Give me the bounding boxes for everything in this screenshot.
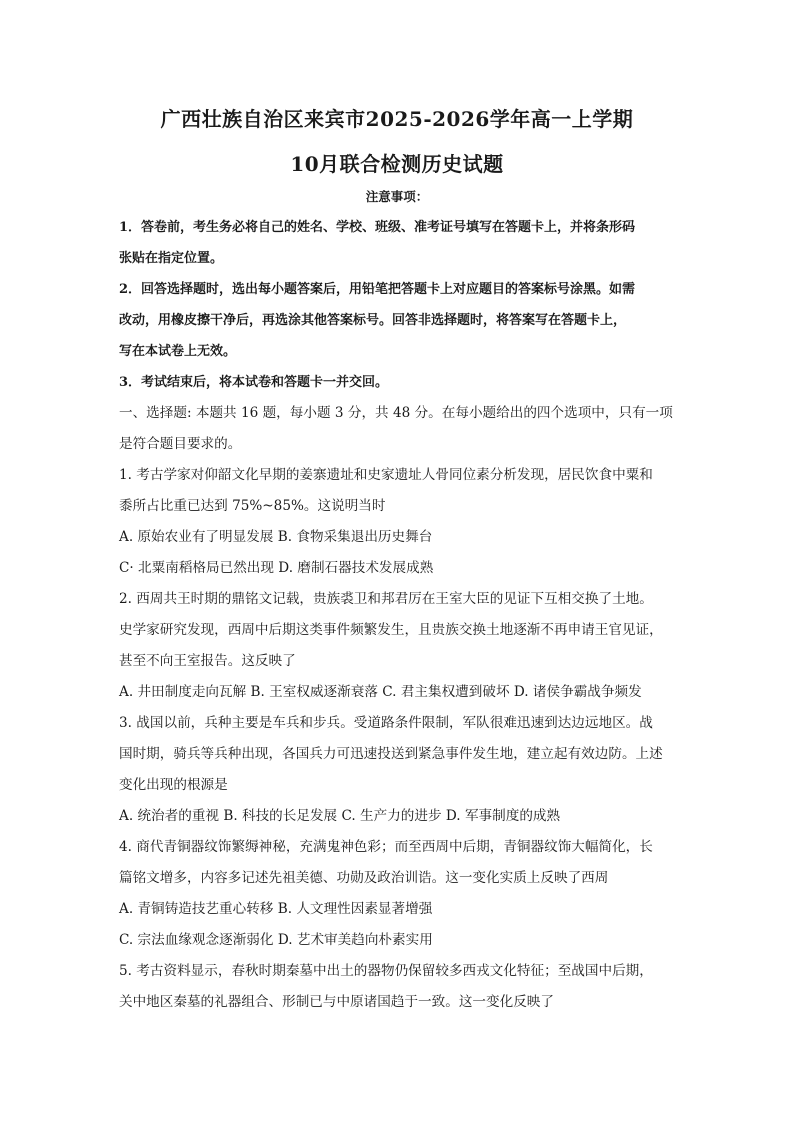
notice-heading: 注意事项：: [365, 189, 429, 204]
text-line: A. 青铜铸造技艺重心转移 B. 人文理性因素显著增强: [119, 901, 433, 917]
text-line: C· 北粟南稻格局已然出现 D. 磨制石器技术发展成熟: [119, 560, 434, 576]
text-line: 2. 西周共王时期的鼎铭文记载，贵族裘卫和邦君厉在王室大臣的见证下互相交换了土地。: [119, 591, 653, 607]
text-line: A. 井田制度走向瓦解 B. 王室权威逐渐衰落 C. 君主集权遭到破坏 D. 诸侯争霸战争频发: [119, 684, 642, 700]
text-line: 改动，用橡皮擦干净后，再选涂其他答案标号。回答非选择题时，将答案写在答题卡上，: [119, 313, 627, 328]
text-line: C. 宗法血缘观念逐渐弱化 D. 艺术审美趋向朴素实用: [119, 932, 433, 948]
text-line: 关中地区秦墓的礼器组合、形制已与中原诸国趋于一致。这一变化反映了: [119, 994, 554, 1010]
text-line: 变化出现的根源是: [119, 777, 228, 793]
text-line: 写在本试卷上无效。: [119, 344, 237, 359]
text-line: 5. 考古资料显示，春秋时期秦墓中出土的器物仍保留较多西戎文化特征；至战国中后期，: [119, 963, 653, 979]
text-line: 2．回答选择题时，选出每小题答案后，用铅笔把答题卡上对应题目的答案标号涂黑。如需: [119, 282, 636, 297]
text-line: 黍所占比重已达到 75%~85%。这说明当时: [119, 498, 386, 514]
text-line: 3. 战国以前，兵种主要是车兵和步兵。受道路条件限制，军队很难迅速到达边远地区。战: [119, 715, 653, 731]
text-line: 是符合题目要求的。: [119, 436, 242, 452]
text-line: 篇铭文增多，内容多记述先祖美德、功勋及政治训诰。这一变化实质上反映了西周: [119, 870, 609, 886]
text-line: A. 统治者的重视 B. 科技的长足发展 C. 生产力的进步 D. 军事制度的成熟: [119, 808, 561, 824]
text-line: 甚至不向王室报告。这反映了: [119, 653, 296, 669]
text-line: 张贴在指定位置。: [119, 251, 224, 266]
text-line: 史学家研究发现，西周中后期这类事件频繁发生，且贵族交换土地逐渐不再申请王官见证，: [119, 622, 663, 638]
exam-body: [119, 212, 679, 1018]
text-line: 1．答卷前，考生务必将自己的姓名、学校、班级、准考证号填写在答题卡上，并将条形码: [119, 220, 636, 235]
text-line: 4. 商代青铜器纹饰繁缛神秘，充满鬼神色彩；而至西周中后期，青铜器纹饰大幅简化，长: [119, 839, 653, 855]
text-line: 国时期，骑兵等兵种出现，各国兵力可迅速投送到紧急事件发生地，建立起有效边防。上述: [119, 746, 663, 762]
text-line: 1. 考古学家对仰韶文化早期的姜寨遗址和史家遗址人骨同位素分析发现，居民饮食中粟和: [119, 467, 653, 483]
text-line: A. 原始农业有了明显发展 B. 食物采集退出历史舞台: [119, 529, 433, 545]
exam-title-line1: 广西壮族自治区来宾市2025-2026学年高一上学期: [160, 107, 634, 131]
text-line: 3．考试结束后，将本试卷和答题卡一并交回。: [119, 375, 389, 390]
exam-title-line2: 10月联合检测历史试题: [290, 152, 504, 176]
text-line: 一、选择题: 本题共 16 题，每小题 3 分，共 48 分。在每小题给出的四个选项中，只有一项: [119, 405, 673, 421]
